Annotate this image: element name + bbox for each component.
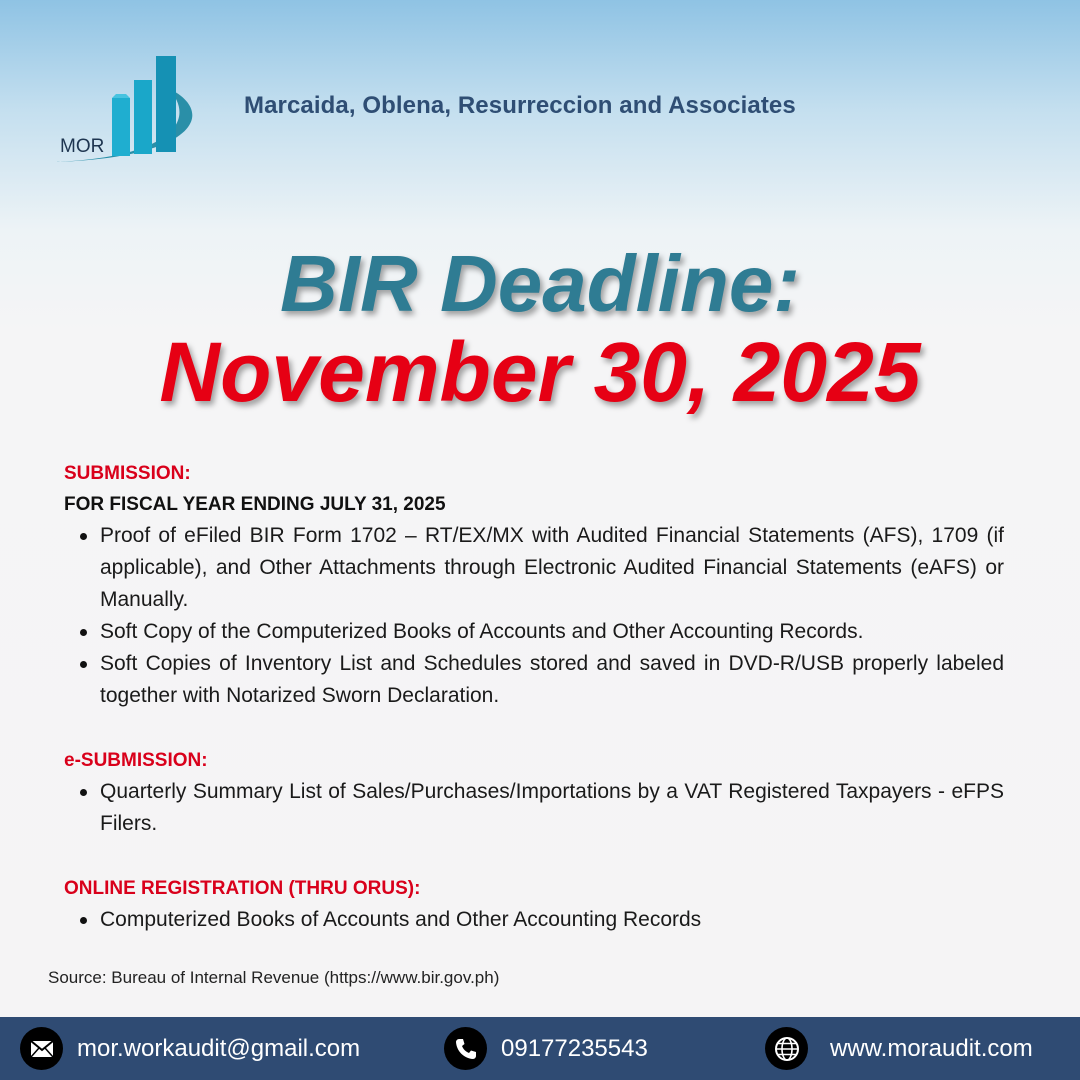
globe-icon <box>765 1027 808 1070</box>
esubmission-heading: e-SUBMISSION: <box>64 750 208 771</box>
svg-text:MOR: MOR <box>60 136 105 157</box>
mor-logo <box>50 50 210 165</box>
deadline-date: November 30, 2025 <box>159 325 921 419</box>
website-text[interactable]: www.moraudit.com <box>830 1034 1033 1062</box>
content <box>64 458 1004 936</box>
list-item: Computerized Books of Accounts and Other Accounting Records <box>100 904 1004 936</box>
source-note: Source: Bureau of Internal Revenue (https://www.bir.gov.ph) <box>48 968 500 987</box>
envelope-icon <box>20 1027 63 1070</box>
registration-list <box>64 904 1004 936</box>
deadline-title: BIR Deadline: <box>279 239 801 328</box>
submission-list <box>64 520 1004 712</box>
list-item: Soft Copies of Inventory List and Schedules stored and saved in DVD-R/USB properly labeled together with Notarized Sworn Declaration. <box>100 648 1004 712</box>
website-contact[interactable] <box>765 1027 1033 1070</box>
phone-icon <box>444 1027 487 1070</box>
email-contact[interactable] <box>20 1027 360 1070</box>
list-item: Proof of eFiled BIR Form 1702 – RT/EX/MX with Audited Financial Statements (AFS), 1709 (if applicable), and Other Attachments through Electronic Audited Financial Statements (eAFS) or Manually. <box>100 520 1004 616</box>
submission-heading: SUBMISSION: <box>64 463 191 484</box>
list-item: Quarterly Summary List of Sales/Purchases/Importations by a VAT Registered Taxpayers - eFPS Filers. <box>100 776 1004 840</box>
phone-text[interactable]: 09177235543 <box>501 1034 648 1062</box>
phone-contact[interactable] <box>444 1027 648 1070</box>
list-item: Soft Copy of the Computerized Books of Accounts and Other Accounting Records. <box>100 616 1004 648</box>
footer <box>0 1017 1080 1080</box>
esubmission-list <box>64 776 1004 840</box>
firm-name: Marcaida, Oblena, Resurreccion and Associates <box>244 92 796 119</box>
email-text[interactable]: mor.workaudit@gmail.com <box>77 1034 361 1062</box>
registration-heading: ONLINE REGISTRATION (THRU ORUS): <box>64 878 421 899</box>
header <box>50 50 1050 170</box>
fiscal-year-subheading: FOR FISCAL YEAR ENDING JULY 31, 2025 <box>64 494 446 515</box>
